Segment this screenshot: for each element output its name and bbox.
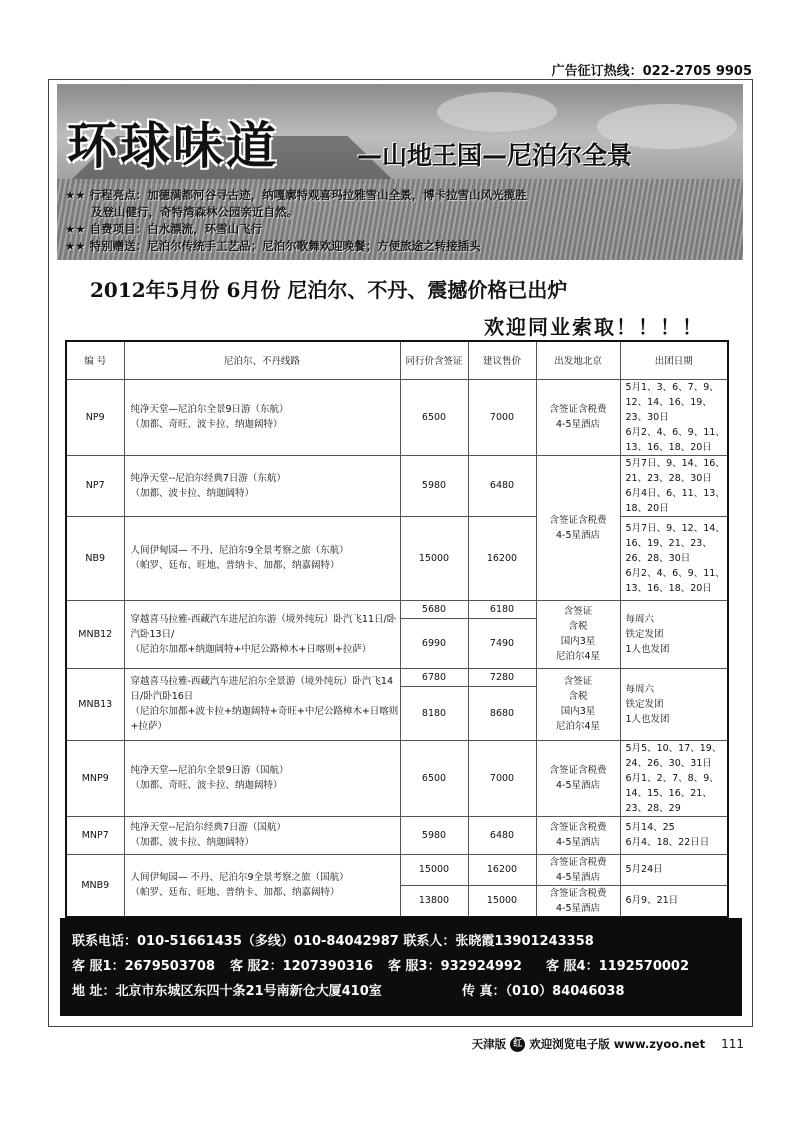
departure-info: 含签证含税费 4-5星酒店 (536, 854, 620, 885)
departure-info: 含签证含税费 4-5星酒店 (536, 885, 620, 917)
route-name: 纯净天堂--尼泊尔经典7日游（国航） （加都、波卡拉、纳迦阔特） (124, 816, 400, 854)
header-dates: 出团日期 (620, 341, 728, 379)
retail-price: 16200 (468, 854, 536, 885)
peer-price: 5980 (400, 455, 468, 516)
headline: 2012年5月份 6月份 尼泊尔、不丹、震撼价格已出炉 (90, 278, 568, 302)
table-row (66, 854, 728, 885)
peer-price: 15000 (400, 854, 468, 885)
header-code: 编 号 (66, 341, 124, 379)
banner (57, 84, 743, 260)
banner-subtitle: —山地王国—尼泊尔全景 (357, 141, 633, 170)
peer-price: 15000 (400, 516, 468, 600)
highlight-line: 及登山健行，奇特湾森林公园亲近自然。 (91, 205, 298, 219)
departure-dates: 5月14、25 6月4、18、22日日 (620, 816, 728, 854)
header-peer-price: 同行价含签证 (400, 341, 468, 379)
route-name: 纯净天堂—尼泊尔全景9日游（国航） （加都、奇旺、波卡拉、纳迦阔特） (124, 740, 400, 816)
route-code: MNB9 (66, 854, 124, 917)
departure-info: 含签证 含税 国内3星 尼泊尔4星 (536, 668, 620, 740)
subheadline: 欢迎同业索取！！！！ (484, 315, 704, 339)
peer-price: 8180 (400, 686, 468, 740)
red-badge-icon: 红 (510, 1037, 525, 1052)
route-name: 纯净天堂--尼泊尔经典7日游（东航） （加都、波卡拉、纳迦阔特） (124, 455, 400, 516)
table-row (66, 516, 728, 600)
table-row (66, 455, 728, 516)
header-route: 尼泊尔、不丹线路 (124, 341, 400, 379)
contact-phone: 联系电话：010-51661435（多线）010-84042987 联系人：张晓霞13901243358 (72, 934, 594, 949)
peer-price: 13800 (400, 885, 468, 917)
route-name: 人间伊甸园— 不丹、尼泊尔9全景考察之旅（国航） （帕罗、廷布、旺地、普纳卡、加都、纳嘉阔特） (124, 854, 400, 917)
highlight-line: ★★ 特别赠送：尼泊尔传统手工艺品；尼泊尔歌舞欢迎晚餐；方便旅途之转接插头 (65, 239, 481, 253)
departure-info: 含签证含税费 4-5星酒店 (536, 740, 620, 816)
contact-fax: 传 真：（010）84046038 (462, 984, 625, 999)
departure-info: 含签证含税费 4-5星酒店 (536, 816, 620, 854)
header-retail-price: 建议售价 (468, 341, 536, 379)
cloud-shape (437, 92, 557, 132)
peer-price: 6990 (400, 618, 468, 668)
retail-price: 7280 (468, 668, 536, 686)
route-code: NP7 (66, 455, 124, 516)
customer-service-2: 客 服2：1207390316 (230, 959, 374, 974)
retail-price: 7000 (468, 379, 536, 455)
peer-price: 6500 (400, 740, 468, 816)
departure-dates: 5月1、3、6、7、9、12、14、16、19、23、30日 6月2、4、6、9、11、13、16、18、20日 (620, 379, 728, 455)
peer-price: 6500 (400, 379, 468, 455)
retail-price: 16200 (468, 516, 536, 600)
route-code: MNB12 (66, 600, 124, 668)
footer (472, 1036, 744, 1052)
footer-edition: 天津版 (471, 1037, 507, 1051)
table-row (66, 600, 728, 618)
retail-price: 15000 (468, 885, 536, 917)
departure-dates: 5月7日、9、12、14、16、19、21、23、26、28、30日 6月2、4、6、9、11、13、16、18、20日 (620, 516, 728, 600)
retail-price: 6180 (468, 600, 536, 618)
banner-title: 环球味道 (67, 117, 279, 175)
highlights (65, 187, 735, 255)
table-row (66, 740, 728, 816)
route-name: 穿越喜马拉雅-西藏汽车进尼泊尔全景游（境外纯玩）卧汽飞14日/卧汽卧16日 （尼泊尔加都+波卡拉+纳迦阔特+奇旺+中尼公路樟木+日喀则+拉萨） (124, 668, 400, 740)
route-code: NP9 (66, 379, 124, 455)
contact-address: 地 址：北京市东城区东四十条21号南新仓大厦410室 (72, 984, 382, 999)
peer-price: 5980 (400, 816, 468, 854)
customer-service-4: 客 服4：1192570002 (546, 959, 690, 974)
routes-table (65, 340, 729, 918)
departure-info: 含签证含税费 4-5星酒店 (536, 455, 620, 600)
retail-price: 7000 (468, 740, 536, 816)
peer-price: 5680 (400, 600, 468, 618)
highlight-line: ★★ 自费项目：白水漂流，环雪山飞行 (65, 222, 263, 236)
route-code: MNB13 (66, 668, 124, 740)
route-name: 穿越喜马拉雅-西藏汽车进尼泊尔游（境外纯玩）卧汽飞11日/卧汽卧13日/ （尼泊尔加都+纳迦阔特+中尼公路樟木+日喀则+拉萨） (124, 600, 400, 668)
table-row (66, 816, 728, 854)
departure-dates: 5月7日、9、14、16、21、23、28、30日 6月4日、6、11、13、18、20日 (620, 455, 728, 516)
table-header-row (66, 341, 728, 379)
customer-service-1: 客 服1：2679503708 (72, 959, 216, 974)
contact-panel (60, 918, 742, 1016)
retail-price: 6480 (468, 455, 536, 516)
departure-dates: 5月5、10、17、19、24、26、30、31日 6月1、2、7、8、9、14、15、16、21、23、28、29 (620, 740, 728, 816)
retail-price: 6480 (468, 816, 536, 854)
footer-slogan: 欢迎浏览电子版 www.zyoo.net (529, 1037, 706, 1051)
retail-price: 8680 (468, 686, 536, 740)
header-departure: 出发地北京 (536, 341, 620, 379)
ad-hotline: 广告征订热线：022-2705 9905 (551, 64, 752, 79)
departure-dates: 每周六 铁定发团 1人也发团 (620, 668, 728, 740)
table-row (66, 379, 728, 455)
peer-price: 6780 (400, 668, 468, 686)
departure-dates: 6月9、21日 (620, 885, 728, 917)
route-name: 纯净天堂—尼泊尔全景9日游（东航） （加都、奇旺、波卡拉、纳迦阔特） (124, 379, 400, 455)
retail-price: 7490 (468, 618, 536, 668)
departure-info: 含签证 含税 国内3星 尼泊尔4星 (536, 600, 620, 668)
departure-info: 含签证含税费 4-5星酒店 (536, 379, 620, 455)
route-code: MNP9 (66, 740, 124, 816)
departure-dates: 每周六 铁定发团 1人也发团 (620, 600, 728, 668)
route-code: MNP7 (66, 816, 124, 854)
departure-dates: 5月24日 (620, 854, 728, 885)
customer-service-3: 客 服3：932924992 (388, 959, 522, 974)
route-name: 人间伊甸园— 不丹、尼泊尔9全景考察之旅（东航） （帕罗、廷布、旺地、普纳卡、加都、纳嘉阔特） (124, 516, 400, 600)
table-row (66, 668, 728, 686)
highlight-line: ★★ 行程亮点：加德满都河谷寻古迹，纳嘎廓特观喜玛拉雅雪山全景，博卡拉雪山风光揽胜 (65, 188, 527, 202)
route-code: NB9 (66, 516, 124, 600)
page-number: 111 (721, 1037, 744, 1051)
